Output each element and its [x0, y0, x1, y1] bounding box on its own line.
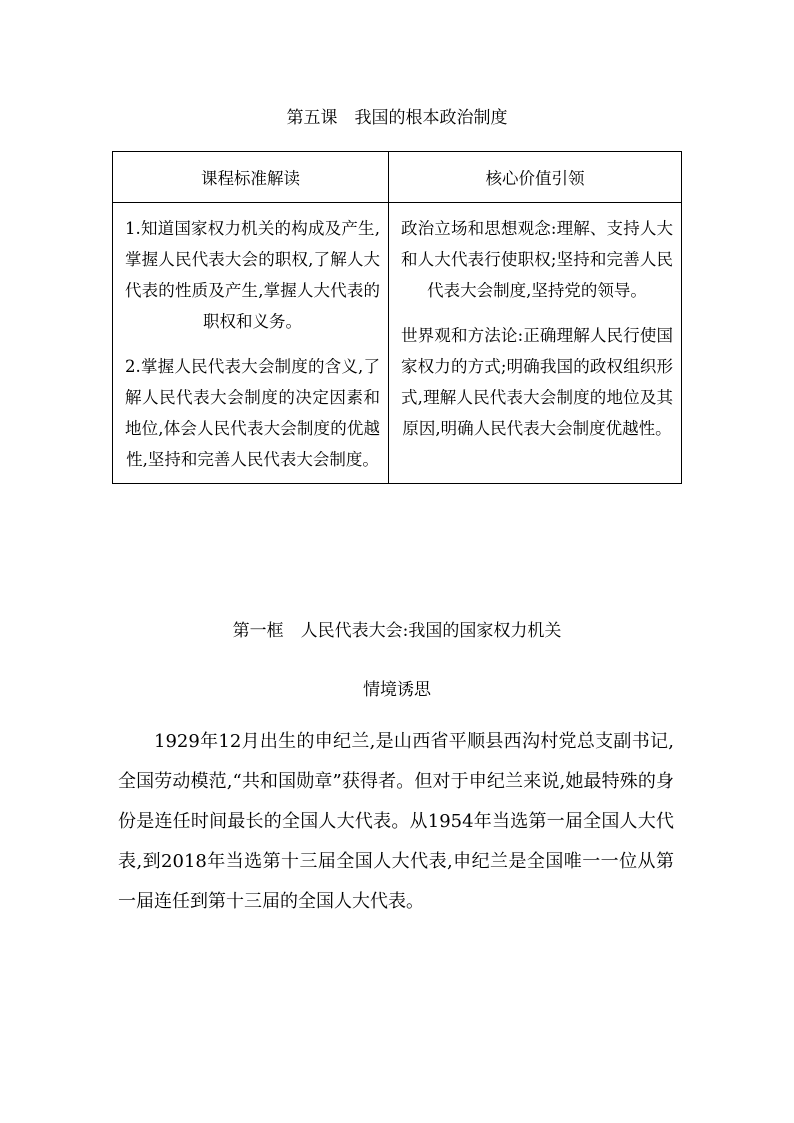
header-curriculum-standards: 课程标准解读 [113, 152, 389, 203]
standard-item-2: 2.掌握人民代表大会制度的含义,了解人民代表大会制度的决定因素和地位,体会人民代表大会制度的优越性,坚持和完善人民代表大会制度。 [125, 357, 380, 469]
header-core-values: 核心价值引领 [389, 152, 682, 203]
core-values-cell [389, 203, 682, 484]
situation-paragraph: 1929年12月出生的申纪兰,是山西省平顺县西沟村党总支副书记,全国劳动模范,“共和国勋章”获得者。但对于申纪兰来说,她最特殊的身份是连任时间最长的全国人大代表。从1954年当选第一届全国人大代表,到2018年当选第十三届全国人大代表,申纪兰是全国唯一一位从第一届连任到第十三届的全国人大代表。 [118, 731, 674, 912]
curriculum-standards-cell [113, 203, 389, 484]
section-heading: 情境诱思 [363, 680, 431, 700]
table-row [113, 203, 682, 484]
value-item-political: 政治立场和思想观念:理解、支持人大和人大代表行使职权;坚持和完善人民代表大会制度,坚持党的领导。 [401, 219, 673, 300]
lesson-title: 第五课 我国的根本政治制度 [286, 108, 508, 128]
value-item-worldview: 世界观和方法论:正确理解人民行使国家权力的方式;明确我国的政权组织形式,理解人民代表大会制度的地位及其原因,明确人民代表大会制度优越性。 [401, 326, 673, 438]
curriculum-table [112, 151, 682, 484]
standard-item-1: 1.知道国家权力机关的构成及产生,掌握人民代表大会的职权,了解人大代表的性质及产生,掌握人大代表的职权和义务。 [125, 219, 380, 331]
table-header-row [113, 152, 682, 203]
frame-title: 第一框 人民代表大会:我国的国家权力机关 [232, 621, 562, 641]
